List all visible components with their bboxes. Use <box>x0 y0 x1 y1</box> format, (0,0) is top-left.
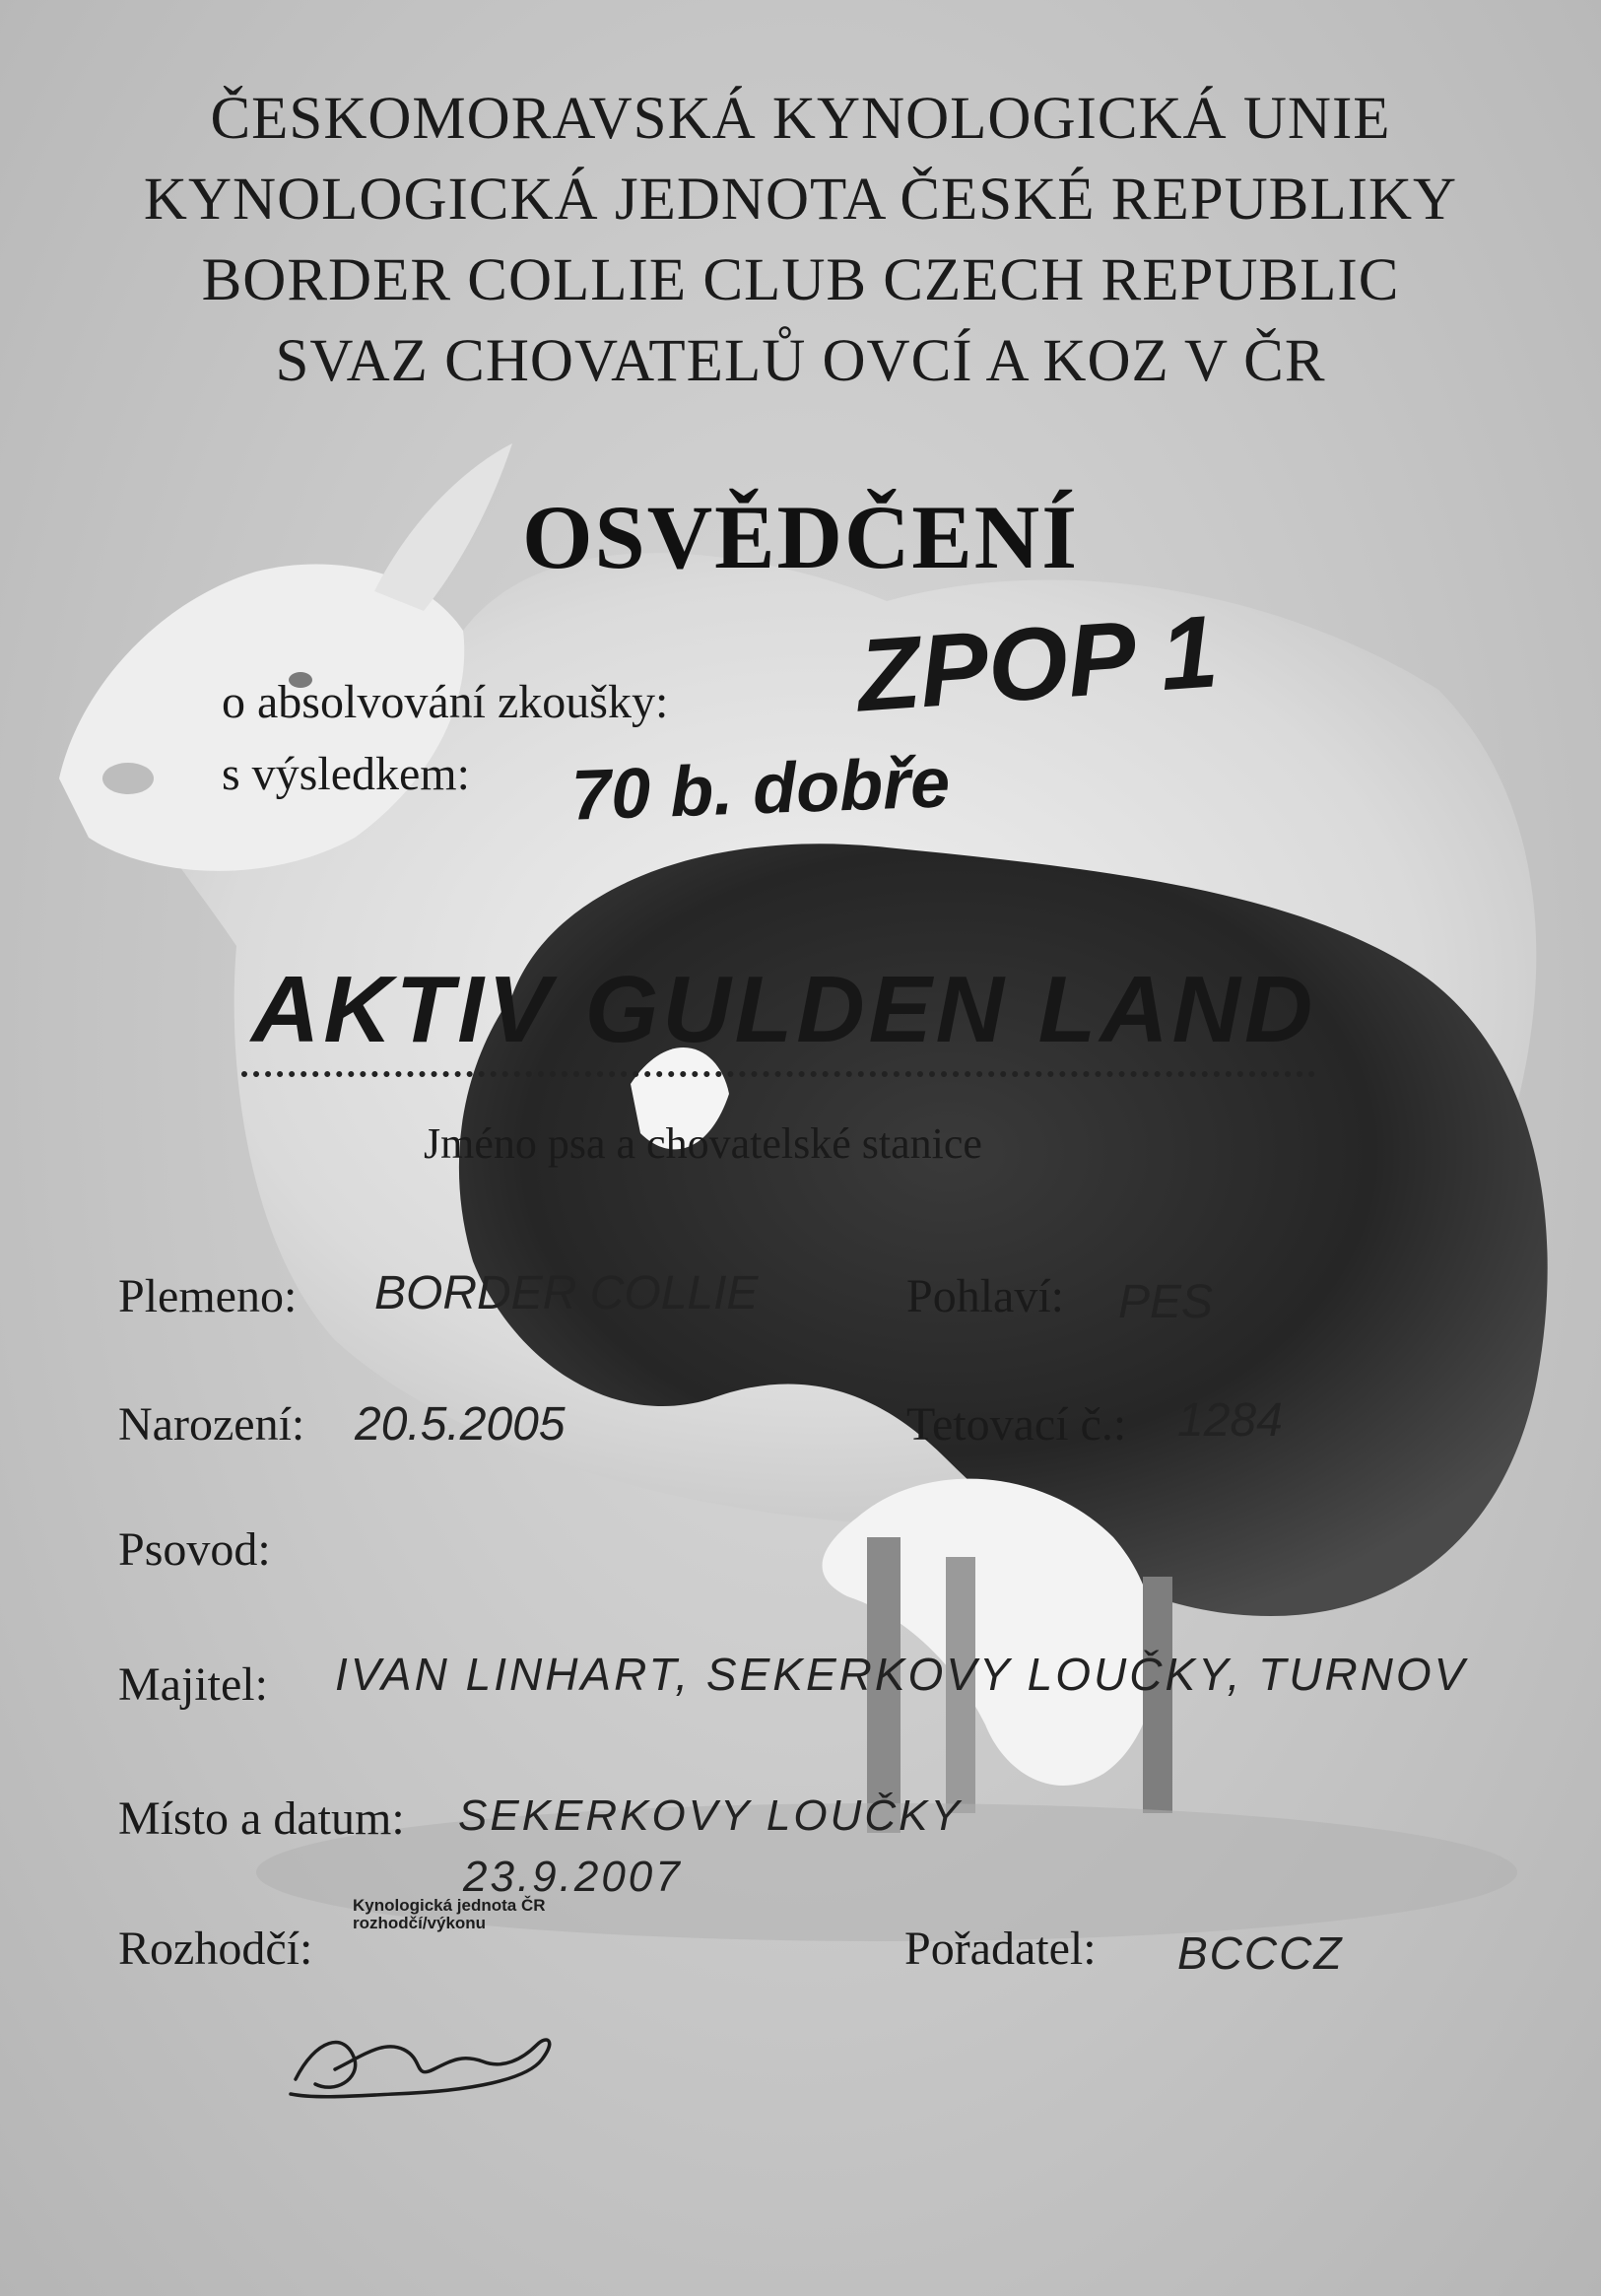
exam-label: o absolvování zkoušky: <box>222 676 669 728</box>
org-line-1: ČESKOMORAVSKÁ KYNOLOGICKÁ UNIE <box>210 86 1391 152</box>
result-value: 70 b. dobře <box>569 743 952 836</box>
place-date-label: Místo a datum: <box>118 1792 405 1845</box>
judge-stamp <box>353 1897 546 1932</box>
stamp-line-2: rozhodčí/výkonu <box>353 1914 487 1932</box>
owner-value: IVAN LINHART, SEKERKOVY LOUČKY, TURNOV <box>335 1649 1468 1700</box>
org-line-3: BORDER COLLIE CLUB CZECH REPUBLIC <box>201 247 1400 313</box>
place-value: SEKERKOVY LOUČKY <box>458 1791 963 1840</box>
tattoo-label: Tetovací č.: <box>906 1398 1127 1451</box>
certificate-title: OSVĚDČENÍ <box>521 487 1079 587</box>
breed-value: BORDER COLLIE <box>374 1267 759 1319</box>
owner-label: Majitel: <box>118 1658 268 1711</box>
organizer-value: BCCCZ <box>1177 1927 1344 1979</box>
result-label: s výsledkem: <box>222 748 470 800</box>
name-dotted-line <box>241 1071 1315 1077</box>
exam-value: ZPOP 1 <box>853 594 1222 734</box>
date-value: 23.9.2007 <box>463 1853 683 1901</box>
org-line-4: SVAZ CHOVATELŮ OVCÍ A KOZ V ČR <box>275 328 1326 394</box>
dog-name: AKTIV GULDEN LAND <box>251 957 1317 1062</box>
sex-value: PES <box>1118 1276 1214 1328</box>
judge-label: Rozhodčí: <box>118 1923 313 1975</box>
organizer-label: Pořadatel: <box>904 1923 1097 1975</box>
dog-name-caption: Jméno psa a chovatelské stanice <box>424 1119 982 1168</box>
tattoo-value: 1284 <box>1177 1394 1283 1447</box>
birth-value: 20.5.2005 <box>355 1398 566 1451</box>
handler-label: Psovod: <box>118 1523 271 1576</box>
birth-label: Narození: <box>118 1398 305 1451</box>
stamp-line-1: Kynologická jednota ČR <box>353 1896 546 1915</box>
org-line-2: KYNOLOGICKÁ JEDNOTA ČESKÉ REPUBLIKY <box>143 167 1458 233</box>
breed-label: Plemeno: <box>118 1270 298 1322</box>
judge-signature <box>276 2000 571 2109</box>
sex-label: Pohlaví: <box>906 1270 1065 1322</box>
